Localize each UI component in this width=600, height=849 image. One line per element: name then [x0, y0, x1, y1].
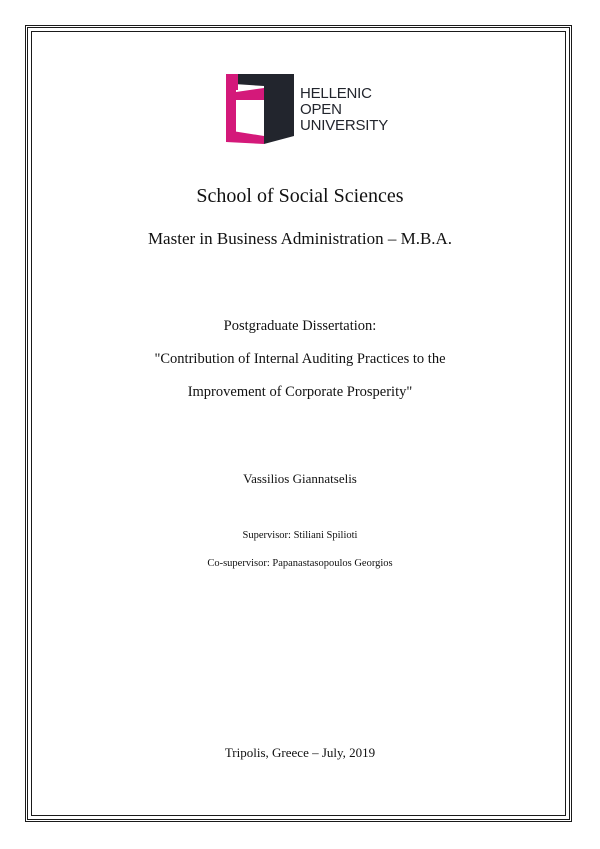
page-border-inner: [31, 31, 566, 816]
dissertation-label: Postgraduate Dissertation:: [223, 318, 377, 334]
school-name: School of Social Sciences: [196, 185, 404, 207]
author-name: Vassilios Giannatselis: [243, 471, 357, 486]
university-logo-text: [300, 86, 388, 134]
place-and-date: Tripolis, Greece – July, 2019: [224, 745, 376, 760]
logo-line-1: HELLENIC: [300, 85, 372, 102]
logo-line-3: UNIVERSITY: [300, 117, 389, 134]
supervisor: Supervisor: Stiliani Spilioti: [242, 530, 358, 541]
program-name: Master in Business Administration – M.B.A.: [147, 229, 453, 248]
co-supervisor: Co-supervisor: Papanastasopoulos Georgios: [207, 558, 393, 569]
logo-line-2: OPEN: [300, 101, 342, 118]
university-logo-mark: [224, 70, 300, 146]
university-logo: [224, 70, 404, 146]
dissertation-title-line-1: "Contribution of Internal Auditing Practices to the: [154, 351, 446, 367]
dissertation-title-line-2: Improvement of Corporate Prosperity": [187, 384, 413, 400]
